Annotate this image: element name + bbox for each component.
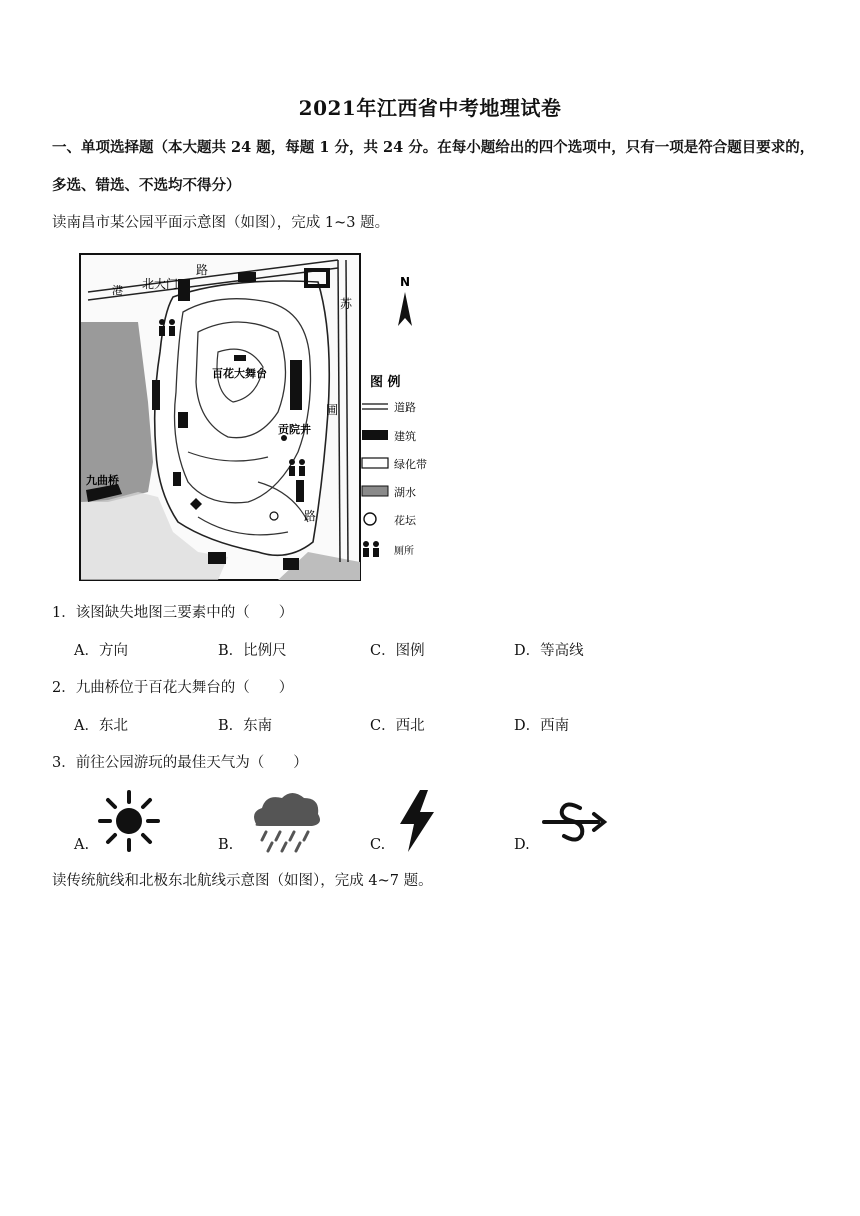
map-label-stage: 百花大舞台 bbox=[212, 367, 267, 380]
svg-text:N: N bbox=[400, 275, 411, 289]
legend-flowerbed: 花坛 bbox=[394, 514, 416, 527]
question-3-stem: 3．前往公园游玩的最佳天气为（ ） bbox=[52, 755, 308, 771]
park-map-figure bbox=[78, 252, 442, 584]
question-2-option-a[interactable]: A．东北 bbox=[74, 718, 128, 734]
question-2-option-d[interactable]: D．西南 bbox=[514, 718, 570, 734]
page-title: 2021年江西省中考地理试卷 bbox=[298, 96, 562, 120]
question-3-option-b[interactable]: B. bbox=[218, 837, 234, 853]
wind-icon bbox=[540, 788, 610, 854]
intro-text-map: 读南昌市某公园平面示意图（如图），完成 1~3 题。 bbox=[52, 215, 390, 231]
intro-text-routes: 读传统航线和北极东北航线示意图（如图），完成 4~7 题。 bbox=[52, 873, 433, 889]
legend-building: 建筑 bbox=[394, 430, 416, 443]
map-label-well: 贡院井 bbox=[278, 423, 311, 436]
question-2-option-b[interactable]: B．东南 bbox=[218, 718, 273, 734]
question-3-option-d[interactable]: D. bbox=[514, 837, 530, 853]
park-map bbox=[78, 252, 442, 584]
north-arrow-icon bbox=[398, 275, 412, 326]
question-3-option-c[interactable]: C. bbox=[370, 837, 386, 853]
question-1-option-c[interactable]: C．图例 bbox=[370, 643, 425, 659]
map-label-road-left: 港 bbox=[112, 284, 123, 297]
legend-greenbelt: 绿化带 bbox=[394, 458, 427, 471]
question-1-option-d[interactable]: D．等高线 bbox=[514, 643, 584, 659]
map-label-road-right-1: 苏 bbox=[340, 297, 353, 311]
lightning-icon bbox=[394, 788, 438, 854]
legend-lake: 湖水 bbox=[394, 486, 416, 499]
legend-restroom: 厕所 bbox=[394, 546, 414, 557]
question-1-option-a[interactable]: A．方向 bbox=[74, 643, 128, 659]
map-label-north-gate: 北大门 bbox=[142, 277, 179, 291]
map-label-road-right-3: 路 bbox=[304, 509, 317, 523]
question-1-stem: 1．该图缺失地图三要素中的（ ） bbox=[52, 605, 294, 621]
section-heading-line1: 一、单项选择题（本大题共 24 题，每题 1 分，共 24 分。在每小题给出的四个选项中，只有一项是符合题目要求的， bbox=[52, 139, 815, 156]
question-3-option-a[interactable]: A. bbox=[74, 837, 90, 853]
question-2-stem: 2．九曲桥位于百花大舞台的（ ） bbox=[52, 680, 294, 696]
map-label-road-right-2: 圃 bbox=[326, 403, 339, 417]
question-1-option-b[interactable]: B．比例尺 bbox=[218, 643, 287, 659]
map-legend bbox=[362, 374, 427, 557]
legend-title: 图 例 bbox=[370, 375, 401, 390]
map-label-bridge: 九曲桥 bbox=[86, 474, 119, 487]
rain-cloud-icon bbox=[248, 788, 324, 854]
map-label-road-top: 路 bbox=[196, 263, 209, 277]
section-heading-line2: 多选、错选、不选均不得分） bbox=[52, 177, 241, 194]
legend-road: 道路 bbox=[394, 401, 416, 414]
question-2-option-c[interactable]: C．西北 bbox=[370, 718, 425, 734]
sunny-icon bbox=[96, 788, 162, 854]
